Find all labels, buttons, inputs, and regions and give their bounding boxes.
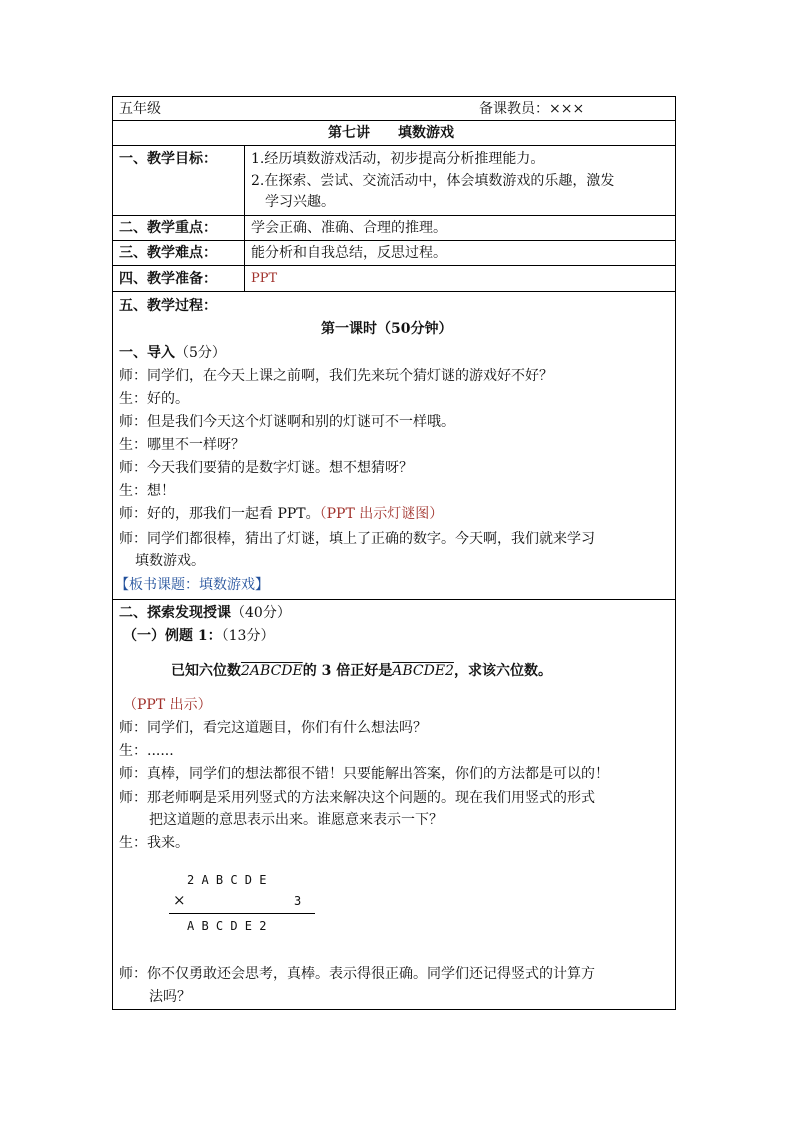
problem-text-3: ，求该六位数。 xyxy=(453,663,552,679)
intro-line-6: 生：想！ xyxy=(119,483,175,499)
process-row xyxy=(113,292,675,600)
lesson-title: 第七讲 填数游戏 xyxy=(328,125,454,141)
difficulty-label: 三、教学难点： xyxy=(119,245,217,261)
process-label: 五、教学过程： xyxy=(119,298,217,314)
intro-heading: 一、导入 xyxy=(119,345,175,361)
ppt-note: （PPT 出示） xyxy=(123,697,212,713)
problem-text-2: 的 3 倍正好是 xyxy=(302,663,393,679)
prep-row xyxy=(113,266,675,292)
goals-label: 一、教学目标： xyxy=(119,151,217,167)
goals-row xyxy=(113,146,675,216)
prep-label: 四、教学准备： xyxy=(119,271,217,287)
explore-line-3: 师：真棒，同学们的想法都很不错！只要能解出答案，你们的方法都是可以的！ xyxy=(119,766,609,782)
problem-text-1: 已知六位数 xyxy=(171,663,241,679)
example-heading-line xyxy=(123,626,274,646)
board-title: 【板书课题：填数游戏】 xyxy=(115,577,269,593)
focus-value: 学会正确、准确、合理的推理。 xyxy=(251,220,447,236)
difficulty-row xyxy=(113,241,675,266)
difficulty-value: 能分析和自我总结，反思过程。 xyxy=(251,245,447,261)
example-problem xyxy=(171,661,552,681)
calc-multiplicand: 2 A B C D E xyxy=(187,873,267,887)
calc-line xyxy=(169,913,315,914)
explore-heading-line xyxy=(119,603,291,623)
vertical-calculation xyxy=(169,870,315,936)
explore-section xyxy=(113,600,675,1009)
intro-heading-line xyxy=(119,343,226,363)
explore-line-1: 师：同学们，看完这道题目，你们有什么想法吗？ xyxy=(119,720,427,736)
teacher-label: 备课教员：××× xyxy=(479,101,585,117)
calc-multiplier: 3 xyxy=(294,894,302,908)
explore-line-vertical-cont: 把这道题的意思表示出来。谁愿意来表示一下？ xyxy=(149,812,443,828)
intro-line-long: 师：同学们都很棒，猜出了灯谜，填上了正确的数字。今天啊，我们就来学习 xyxy=(119,531,595,547)
explore-line-2: 生：...... xyxy=(119,743,174,759)
goal-item-2: 2.在探索、尝试、交流活动中，体会填数游戏的乐趣，激发 xyxy=(251,173,615,189)
example-heading: （一）例题 1： xyxy=(123,628,222,644)
focus-row xyxy=(113,216,675,241)
calc-result: A B C D E 2 xyxy=(187,919,267,933)
explore-line-vertical: 师：那老师啊是采用列竖式的方法来解决这个问题的。现在我们用竖式的形式 xyxy=(119,790,595,806)
intro-line-ppt-text: 师：好的，那我们一起看 PPT。 xyxy=(119,506,320,522)
intro-line-ppt xyxy=(119,504,443,524)
calc-operator: × xyxy=(173,891,186,909)
intro-line-1: 师：同学们，在今天上课之前啊，我们先来玩个猜灯谜的游戏好不好？ xyxy=(119,368,553,384)
lesson-plan-table xyxy=(112,96,676,1010)
example-time: （13分） xyxy=(221,628,275,644)
intro-time: （5分） xyxy=(175,345,226,361)
prep-value: PPT xyxy=(251,271,278,286)
header-row xyxy=(113,97,675,121)
explore-final-line-cont: 法吗？ xyxy=(149,989,191,1005)
lesson-session-title: 第一课时（50分钟） xyxy=(321,321,453,337)
problem-number-1: 2ABCDE xyxy=(241,663,303,679)
explore-time: （40分） xyxy=(231,605,291,621)
grade-label: 五年级 xyxy=(119,101,161,117)
title-row xyxy=(113,121,675,146)
problem-number-2: ABCDE2 xyxy=(392,663,454,679)
intro-line-3: 师：但是我们今天这个灯谜啊和别的灯谜可不一样哦。 xyxy=(119,414,455,430)
goal-item-2-cont: 学习兴趣。 xyxy=(265,194,335,210)
explore-line-student: 生：我来。 xyxy=(119,835,189,851)
goal-item-1: 1.经历填数游戏活动，初步提高分析推理能力。 xyxy=(251,151,545,167)
explore-final-line: 师：你不仅勇敢还会思考，真棒。表示得很正确。同学们还记得竖式的计算方 xyxy=(119,966,595,982)
explore-heading: 二、探索发现授课 xyxy=(119,605,231,621)
intro-line-ppt-note: （PPT 出示灯谜图） xyxy=(319,506,444,522)
column-divider xyxy=(244,146,245,292)
intro-line-4: 生：哪里不一样呀？ xyxy=(119,437,245,453)
focus-label: 二、教学重点： xyxy=(119,220,217,236)
intro-line-long-cont: 填数游戏。 xyxy=(135,553,205,569)
intro-line-2: 生：好的。 xyxy=(119,391,189,407)
intro-line-5: 师：今天我们要猜的是数字灯谜。想不想猜呀？ xyxy=(119,460,413,476)
